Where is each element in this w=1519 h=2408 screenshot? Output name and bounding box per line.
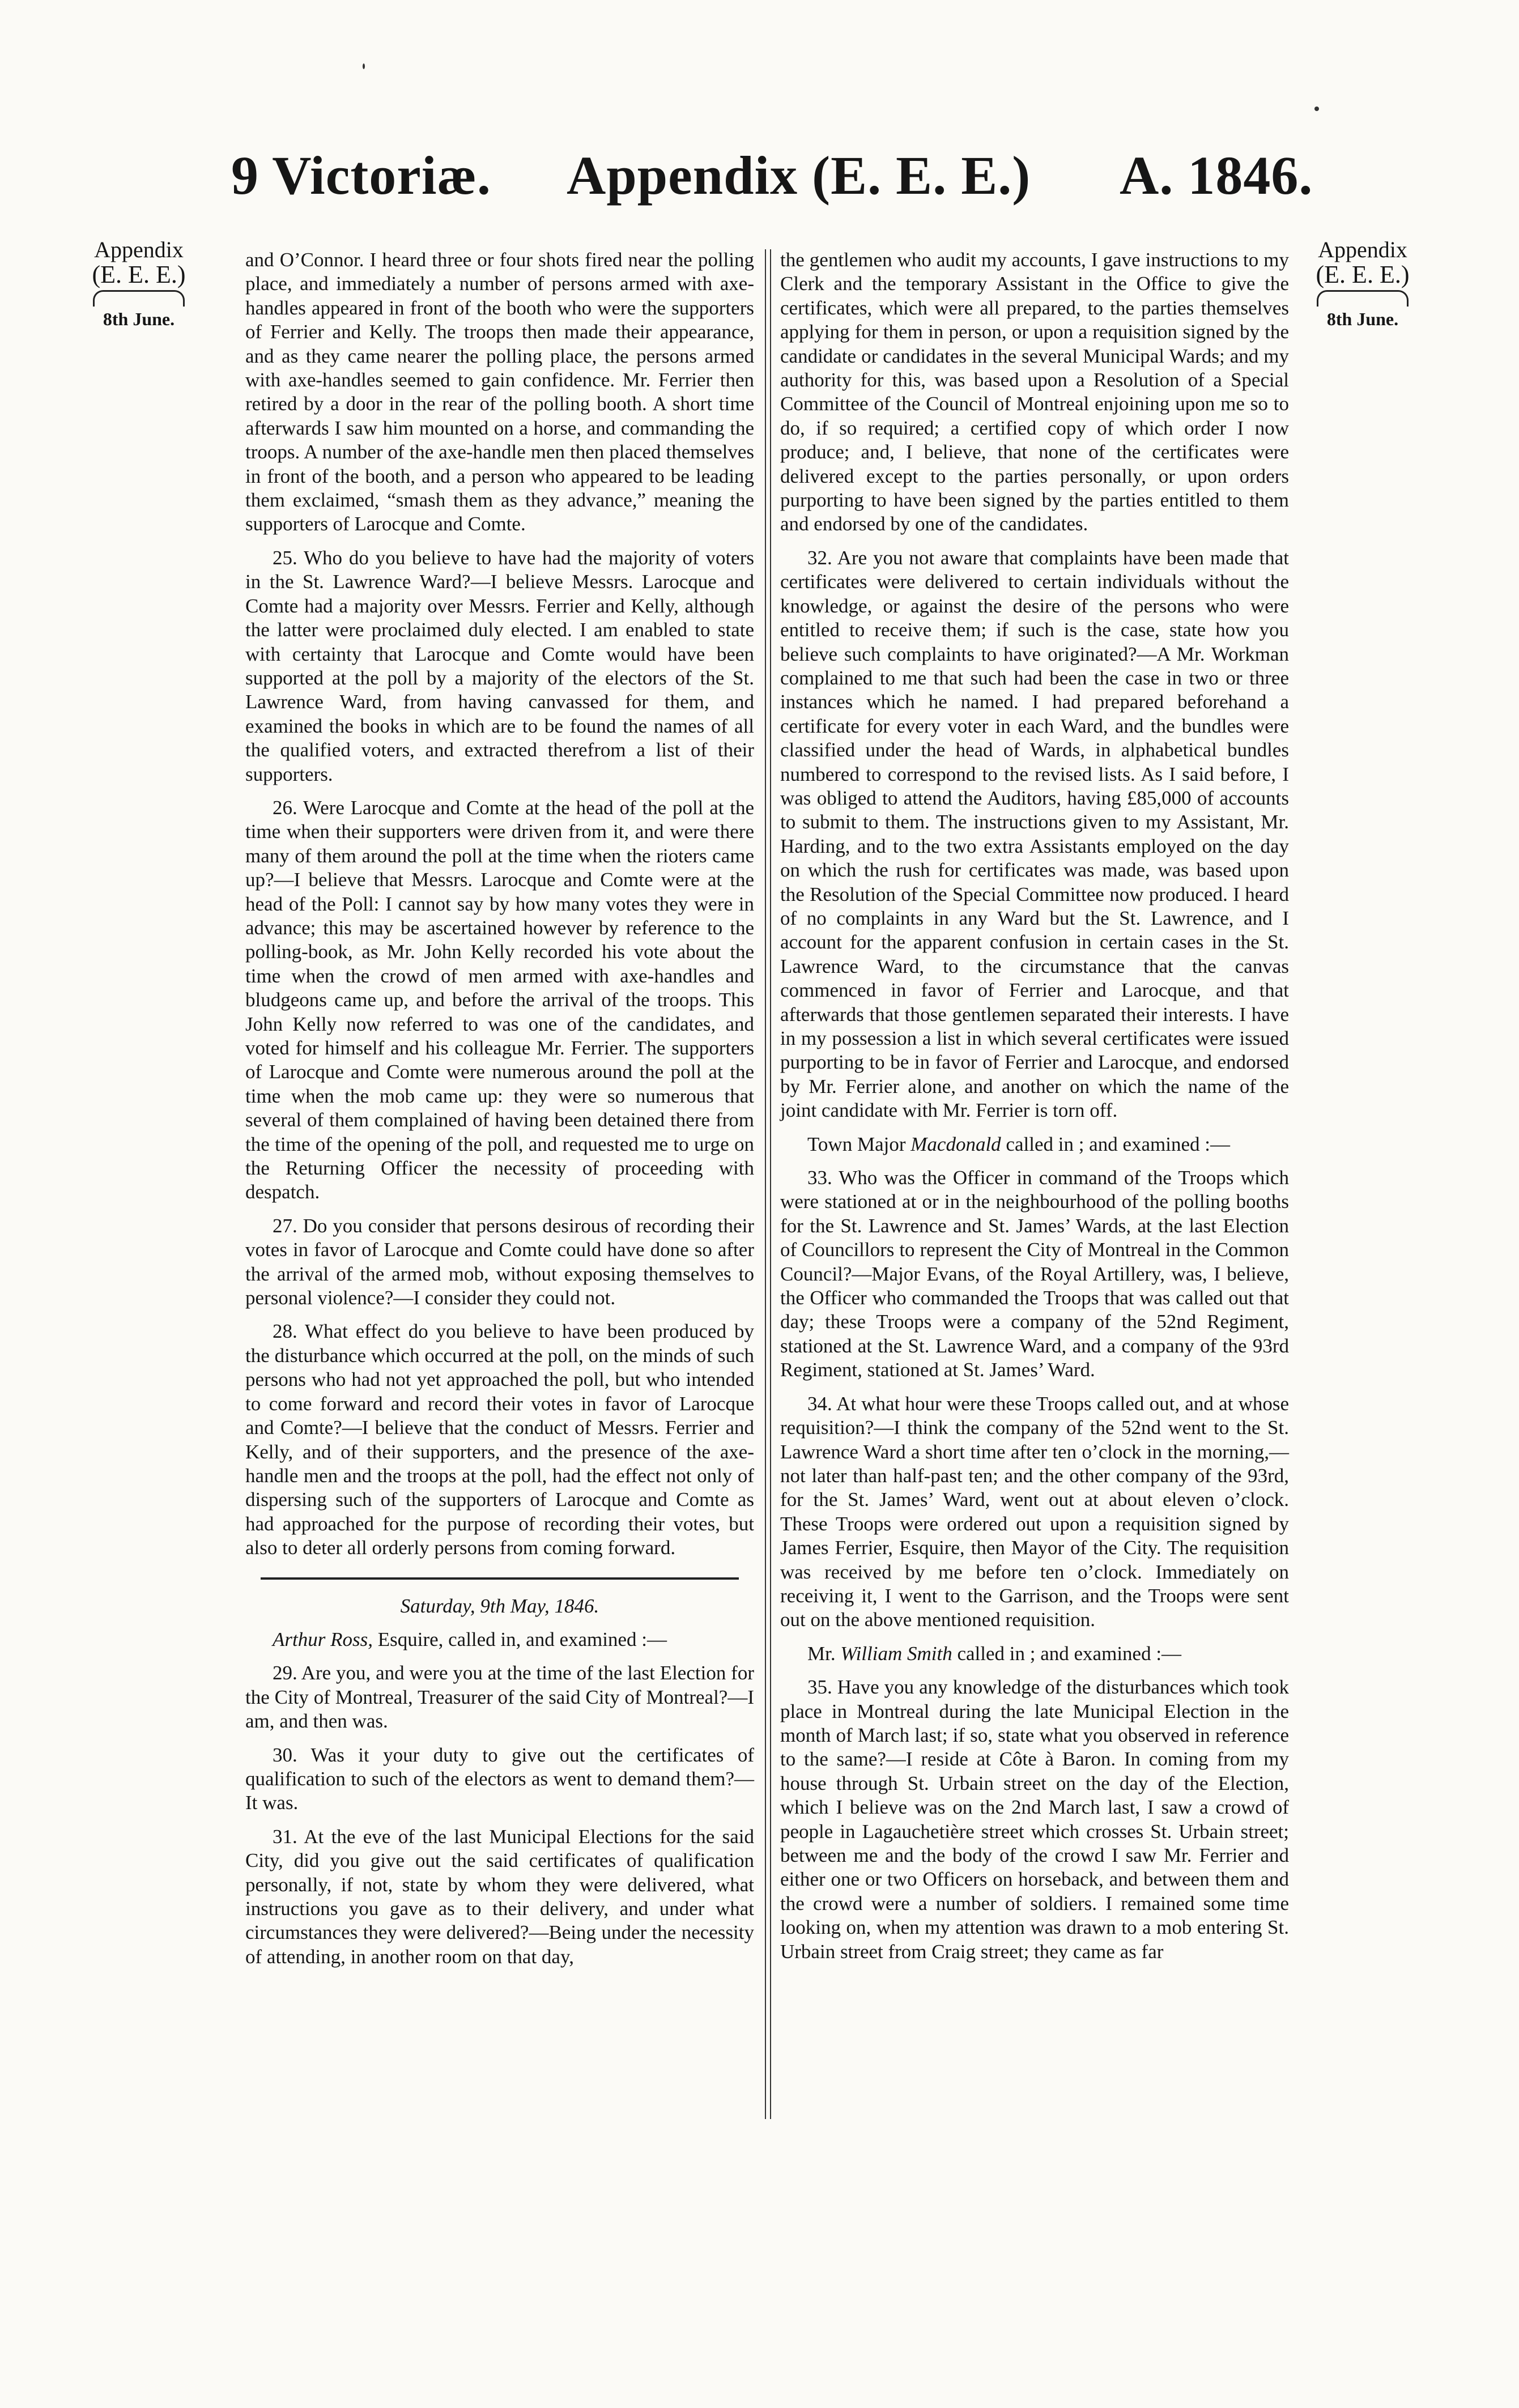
margin-note-appendix: Appendix [94, 237, 184, 262]
question-31: 31. At the eve of the last Municipal Elections for the said City, did you give out the said certificates of qualification personally, if not, state by whom they were delivered, what instructions you gave as to their delivery, and under what circumstances they were delivered?—Being under the necessity of attending, in another room on that day, [245, 1825, 754, 1968]
witness-name: Arthur Ross, [273, 1628, 373, 1650]
section-rule [261, 1577, 739, 1580]
witness-line [780, 1133, 1289, 1156]
print-speck [1314, 107, 1319, 111]
header-year: A. 1846. [1120, 145, 1313, 206]
margin-note-code: (E. E. E.) [1316, 261, 1410, 288]
print-speck [363, 63, 365, 69]
witness-title: Town Major [807, 1133, 911, 1155]
session-date-text: Saturday, 9th May, 1846. [400, 1594, 599, 1617]
column-divider [765, 249, 771, 2119]
question-25: 25. Who do you believe to have had the majority of voters in the St. Lawrence Ward?—I believe Messrs. Larocque and Comte had a majority over Messrs. Ferrier and Kelly, although the latter were proclaimed duly elected. I am enabled to state with certainty that Larocque and Comte would have been supported at the poll by a majority of the electors of the St. Lawrence Ward, from having canvassed for them, and examined the books in which are to be found the names of all the qualified voters, and extracted therefrom a list of their supporters. [245, 546, 754, 785]
question-33: 33. Who was the Officer in command of the Troops which were stationed at or in the neighbourhood of the polling booths for the St. Lawrence and St. James’ Wards, at the last Election of Councillors to represent the City of Montreal in the Common Council?—Major Evans, of the Royal Artillery, was, I believe, the Officer who commanded the Troops that was called out that day; these Troops were a company of the 52nd Regiment, stationed at the St. Lawrence Ward, and a company of the 93rd Regiment, stationed at St. James’ Ward. [780, 1167, 1289, 1381]
witness-name: Macdonald [910, 1133, 1001, 1155]
question-30: 30. Was it your duty to give out the certificates of qualification to such of the electors as went to demand them?—It was. [245, 1743, 754, 1814]
margin-brace-icon [1317, 290, 1409, 307]
paragraph-continued: the gentlemen who audit my accounts, I gave instructions to my Clerk and the temporary Assistant in the Office to give the certificates, which were all prepared, to the parties themselves applying for them in person, or upon a requisition signed by the candidate or candidates in the several Municipal Wards; and my authority for this, was based upon a Resolution of a Special Committee of the Council of Montreal enjoining upon me so to do, if so required; a certified copy of which order I now produce; and, I believe, that none of the certificates were delivered except to the parties personally, or upon orders purporting to have been signed by the parties entitled to them and endorsed by one of the candidates. [780, 249, 1289, 535]
question-32: 32. Are you not aware that complaints have been made that certificates were delivered to certain individuals without the knowledge, or against the desire of the persons who were entitled to receive them; if such is the case, state how you believe such complaints to have originated?—A Mr. Workman complained to me that such had been the case in two or three instances which he named. I had prepared beforehand a certificate for every voter in each Ward, and the bundles were classified under the head of Wards, in alphabetical bundles numbered to correspond to the revised lists. As I said before, I was obliged to attend the Auditors, having £85,000 of accounts to submit to them. The instructions given to my Assistant, Mr. Harding, and to the two extra Assistants employed on the day on which the rush for certificates was made, was based upon the Resolution of the Special Committee now produced. I heard of no complaints in any Ward but the St. Lawrence, and I account for the apparent confusion in certain cases in the St. Lawrence Ward, to the circumstance that the canvas commenced in favor of Ferrier and Larocque, and that afterwards that those gentlemen separated their interests. I have in my possession a list in which several certificates were issued purporting to be in favor of Ferrier and Larocque, and endorsed by Mr. Ferrier alone, and another on which the name of the joint candidate with Mr. Ferrier is torn off. [780, 546, 1289, 1122]
session-date [245, 1594, 754, 1618]
question-26: 26. Were Larocque and Comte at the head of the poll at the time when their supporters were driven from it, and were there many of them around the poll at the time when the rioters came up?—I believe that Messrs. Larocque and Comte were at the head of the Poll: I cannot say by how many votes they were in advance; this may be ascertained however by reference to the polling-book, as Mr. John Kelly recorded his vote about the time when the crowd of men armed with axe-handles and bludgeons came up, and before the arrival of the troops. This John Kelly now referred to was one of the candidates, and voted for himself and his colleague Mr. Ferrier. The supporters of Larocque and Comte were numerous around the poll at the time when the mob came up: they were so numerous that several of them complained of having been detained there from the time of the opening of the poll, and requested me to urge on the Returning Officer the necessity of proceeding with despatch. [245, 796, 754, 1203]
margin-note-appendix: Appendix [1318, 237, 1407, 262]
question-34: 34. At what hour were these Troops called out, and at whose requisition?—I think the company of the 52nd went to the St. Lawrence Ward a short time after ten o’clock in the morning,—not later than half-past ten; and the other company of the 93rd, for the St. James’ Ward, went out at about eleven o’clock. These Troops were ordered out upon a requisition signed by James Ferrier, Esquire, then Mayor of the City. The requisition was received by me before ten o’clock. Immediately on receiving it, I went to the Garrison, and the Troops were sent out on the above mentioned requisition. [780, 1392, 1289, 1631]
header-session: 9 Victoriæ. [231, 145, 491, 206]
header-appendix: Appendix (E. E. E.) [567, 145, 1031, 206]
left-column [245, 248, 754, 1979]
right-column [780, 248, 1289, 1973]
margin-brace-icon [93, 290, 185, 307]
paragraph-continued: and O’Connor. I heard three or four shots fired near the polling place, and immediately a number of persons armed with axe-handles appeared in front of the booth who were the supporters of Ferrier and Kelly. The troops then made their appearance, and as they came nearer the polling place, the persons armed with axe-handles seemed to gain confidence. Mr. Ferrier then retired by a door in the rear of the polling booth. A short time afterwards I saw him mounted on a horse, and commanding the troops. A number of the axe-handle men then placed themselves in front of the booth, and a person who appeared to be leading them exclaimed, “smash them as they advance,” meaning the supporters of Larocque and Comte. [245, 249, 754, 535]
margin-note-left [85, 238, 193, 329]
witness-title: Mr. [807, 1642, 841, 1665]
margin-note-right [1309, 238, 1416, 329]
question-27: 27. Do you consider that persons desirous of recording their votes in favor of Larocque and Comte could have done so after the arrival of the armed mob, without exposing themselves to personal violence?—I consider they could not. [245, 1214, 754, 1309]
margin-note-date: 8th June. [1326, 309, 1399, 330]
witness-line-rest: called in ; and examined :— [1001, 1133, 1230, 1155]
question-29: 29. Are you, and were you at the time of the last Election for the City of Montreal, Treasurer of the said City of Montreal?—I am, and then was. [245, 1662, 754, 1733]
question-35: 35. Have you any knowledge of the disturbances which took place in Montreal during the late Municipal Election in the month of March last; if so, state what you observed in reference to the same?—I reside at Côte à Baron. In coming from my house through St. Urbain street on the day of the Election, which I believe was on the 2nd March last, I saw a crowd of people in Lagauchetière street which crosses St. Urbain street; between me and the body of the crowd I saw Mr. Ferrier and either one or two Officers on horseback, and between them and the crowd were a number of soldiers. I remained some time looking on, when my attention was drawn to a mob entering St. Urbain street from Craig street; they came as far [780, 1676, 1289, 1963]
question-28: 28. What effect do you believe to have been produced by the disturbance which occurred at the poll, on the minds of such persons who had not yet approached the poll, but who intended to come forward and record their votes in favor of Larocque and Comte?—I believe that the conduct of Messrs. Ferrier and Kelly, and of their supporters, and the presence of the axe-handle men and the troops at the poll, had the effect not only of dispersing such of the supporters of Larocque and Comte as had approached for the purpose of recording their votes, but also to deter all orderly persons from coming forward. [245, 1320, 754, 1559]
witness-line-rest: Esquire, called in, and examined :— [372, 1628, 667, 1650]
witness-line [245, 1628, 754, 1652]
witness-line [780, 1642, 1289, 1666]
witness-line-rest: called in ; and examined :— [952, 1642, 1182, 1665]
margin-note-code: (E. E. E.) [92, 261, 186, 288]
margin-note-date: 8th June. [103, 309, 175, 330]
witness-name: William Smith [840, 1642, 952, 1665]
